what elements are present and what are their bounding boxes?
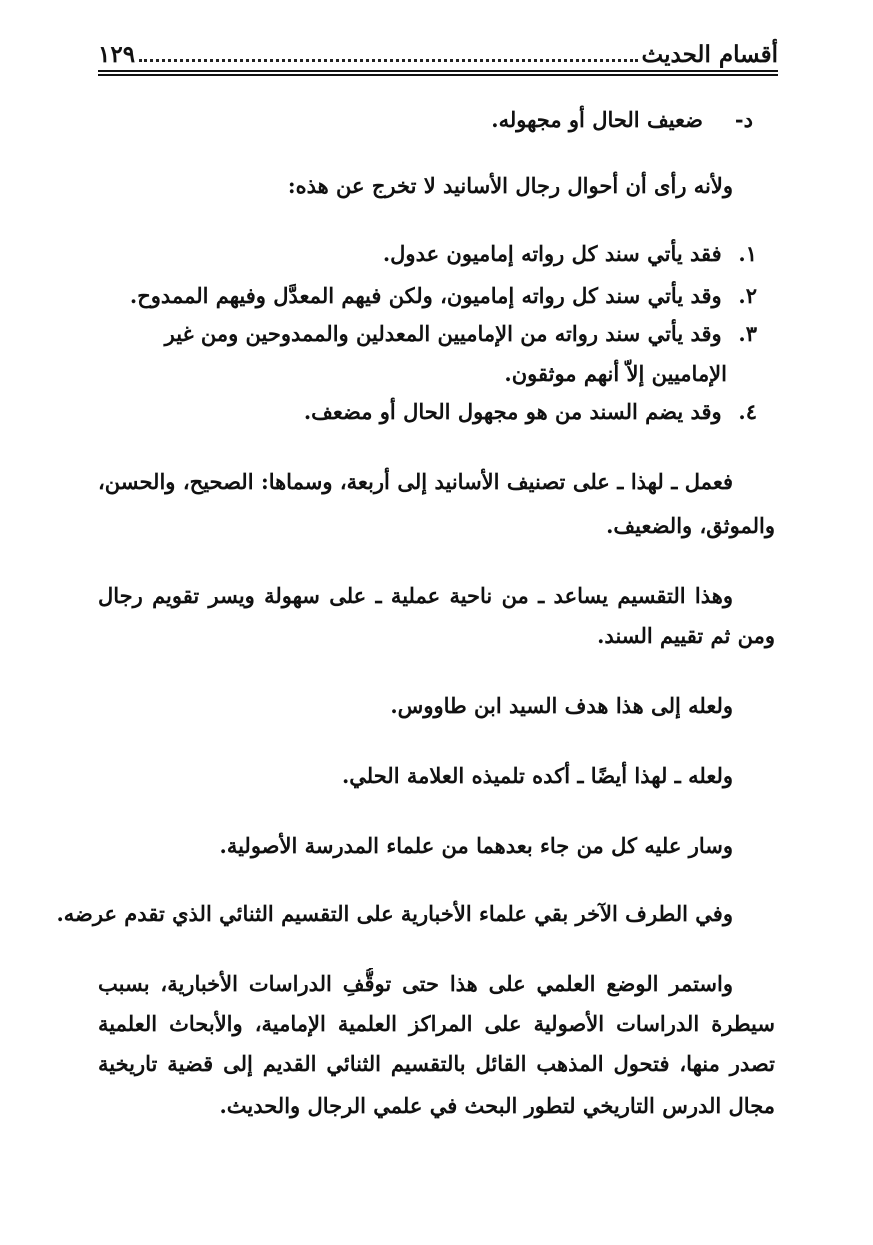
list-item-number: ٢. bbox=[738, 283, 757, 308]
list-item-text: وقد يضم السند من هو مجهول الحال أو مضعف. bbox=[303, 399, 722, 424]
list-item-continuation: الإماميين إلاّ أنهم موثقون. bbox=[504, 361, 727, 386]
chapter-title: أقسام الحديث bbox=[641, 41, 778, 68]
paragraph: وفي الطرف الآخر بقي علماء الأخبارية على التقسيم الثنائي الذي تقدم عرضه. bbox=[56, 901, 733, 926]
list-item bbox=[130, 280, 757, 312]
paragraph-line: تصدر منها، فتحول المذهب القائل بالتقسيم الثنائي القديم إلى قضية تاريخية bbox=[98, 1051, 775, 1076]
header-rule-top bbox=[98, 70, 778, 72]
item-d-prefix: د- bbox=[734, 107, 753, 132]
intro-paragraph: ولأنه رأى أن أحوال رجال الأسانيد لا تخرج عن هذه: bbox=[287, 173, 733, 198]
paragraph-line: ومن ثم تقييم السند. bbox=[597, 623, 775, 648]
paragraph-line: واستمر الوضع العلمي على هذا حتى توقُّفِ الدراسات الأخبارية، بسبب bbox=[98, 971, 733, 996]
paragraph-line: وهذا التقسيم يساعد ـ من ناحية عملية ـ على سهولة ويسر تقويم رجال bbox=[98, 583, 733, 608]
header-leader-dots bbox=[139, 58, 637, 62]
paragraph: ولعله إلى هذا هدف السيد ابن طاووس. bbox=[390, 693, 733, 718]
list-item-text: وقد يأتي سند رواته من الإماميين المعدلين والممدوحين ومن غير bbox=[164, 321, 722, 346]
paragraph-line: فعمل ـ لهذا ـ على تصنيف الأسانيد إلى أربعة، وسماها: الصحيح، والحسن، bbox=[98, 469, 733, 494]
paragraph-line: مجال الدرس التاريخي لتطور البحث في علمي الرجال والحديث. bbox=[219, 1093, 775, 1118]
paragraph: ولعله ـ لهذا أيضًا ـ أكده تلميذه العلامة الحلي. bbox=[341, 763, 733, 788]
list-item bbox=[383, 238, 757, 270]
list-item bbox=[304, 396, 757, 428]
header-rule-bottom bbox=[98, 74, 778, 76]
list-item bbox=[165, 318, 757, 350]
running-header bbox=[98, 30, 778, 68]
page-number: ١٢٩ bbox=[98, 41, 136, 68]
paragraph-line: والموثق، والضعيف. bbox=[606, 513, 775, 538]
list-item-text: وقد يأتي سند كل رواته إماميون، ولكن فيهم المعدَّل وفيهم الممدوح. bbox=[129, 283, 722, 308]
list-item-number: ٣. bbox=[738, 321, 757, 346]
list-item-text: فقد يأتي سند كل رواته إماميون عدول. bbox=[382, 241, 722, 266]
list-item-number: ١. bbox=[738, 241, 757, 266]
paragraph: وسار عليه كل من جاء بعدهما من علماء المدرسة الأصولية. bbox=[219, 833, 733, 858]
paragraph-line: سيطرة الدراسات الأصولية على المراكز العلمية الإمامية، والأبحاث العلمية bbox=[98, 1011, 775, 1036]
item-d-text: ضعيف الحال أو مجهوله. bbox=[491, 107, 703, 132]
item-d bbox=[491, 104, 753, 136]
list-item-number: ٤. bbox=[738, 399, 757, 424]
